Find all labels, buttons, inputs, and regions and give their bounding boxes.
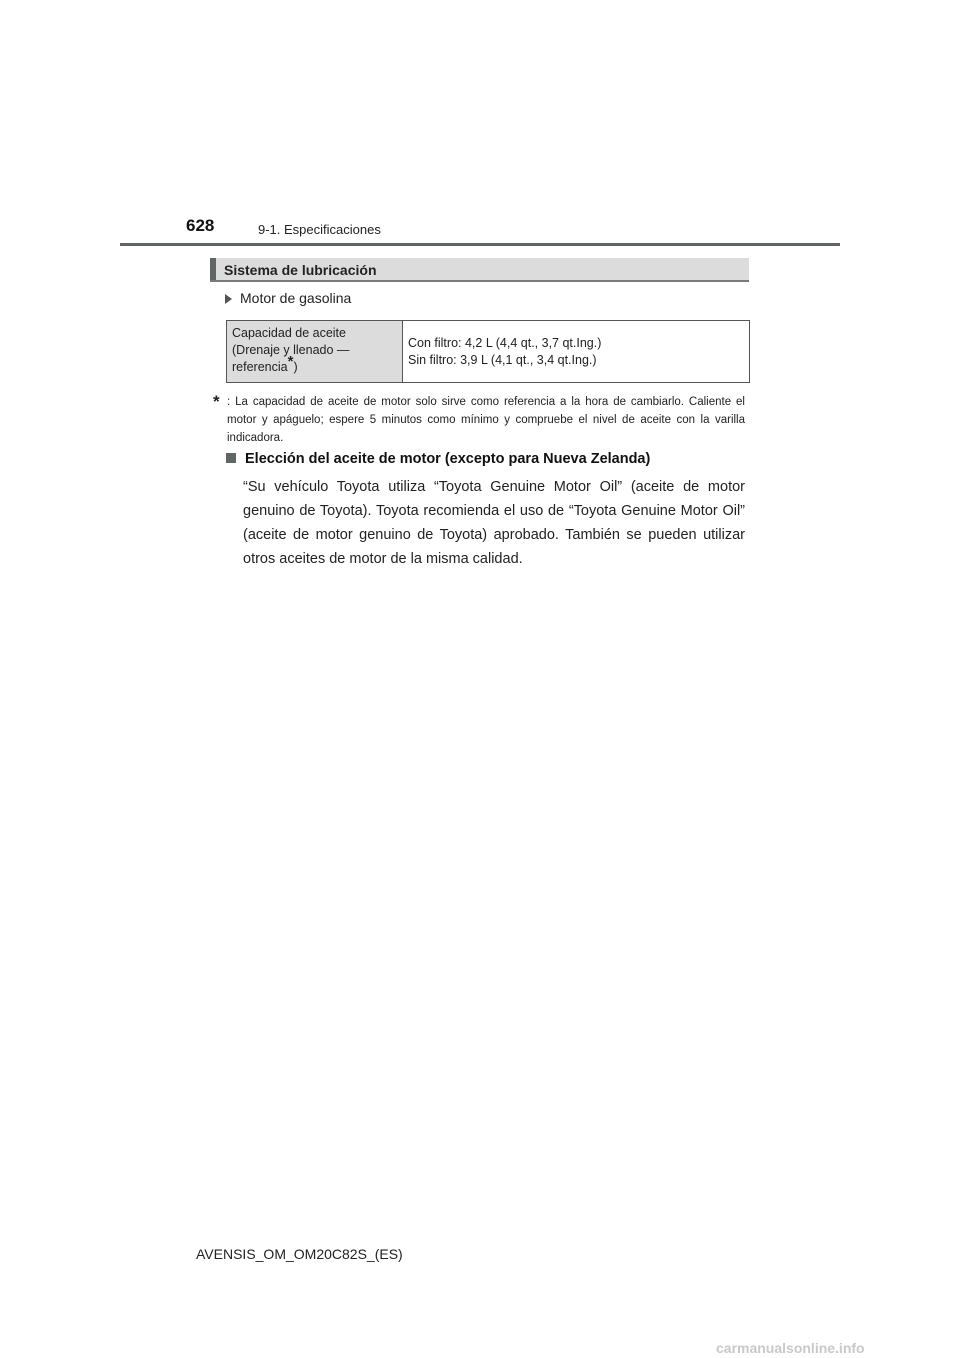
page-number: 628 [186,216,215,235]
section-heading-bar [210,258,216,280]
footnote-text: : La capacidad de aceite de motor solo sirve como referencia a la hora de cambiarlo. Caliente el motor y apáguelo; espere 5 minutos como mínimo y compruebe el nivel de aceite con la varilla indicadora. [227,396,745,444]
value-without-filter: Sin filtro: 3,9 L (4,1 qt., 3,4 qt.Ing.) [408,353,597,367]
section-title: Sistema de lubricación [224,262,377,278]
oil-capacity-table [226,320,750,383]
section-heading [210,258,749,282]
label-line: referencia [232,360,288,374]
footnote-asterisk: * [213,392,220,411]
label-line: Capacidad de aceite [232,326,346,340]
oil-capacity-label-cell [227,321,403,383]
header-divider [120,243,840,246]
oil-choice-body: “Su vehículo Toyota utiliza “Toyota Genuine Motor Oil” (aceite de motor genuino de Toyota). Toyota recomienda el uso de “Toyota Genuine Motor Oil” (aceite de motor genuino de Toyota) aprobado. También se pueden utilizar otros aceites de motor de la misma calidad. [243,479,745,567]
section-reference: 9-1. Especificaciones [258,222,381,237]
label-close: ) [293,360,298,374]
document-code: AVENSIS_OM_OM20C82S_(ES) [196,1246,403,1262]
square-bullet-icon [226,453,236,463]
oil-choice-heading-text: Elección del aceite de motor (excepto para Nueva Zelanda) [245,451,651,467]
watermark: carmanualsonline.info [716,1340,865,1356]
asterisk-marker: * [287,352,294,370]
label-line: (Drenaje y llenado — [232,343,350,357]
oil-choice-heading [226,451,650,467]
table-row [227,321,750,383]
value-with-filter: Con filtro: 4,2 L (4,4 qt., 3,7 qt.Ing.) [408,336,602,350]
oil-capacity-value-cell [403,321,750,383]
engine-type-text: Motor de gasolina [240,290,352,306]
triangle-bullet-icon [225,294,232,304]
footnote [213,393,745,447]
engine-type-label [225,290,351,306]
